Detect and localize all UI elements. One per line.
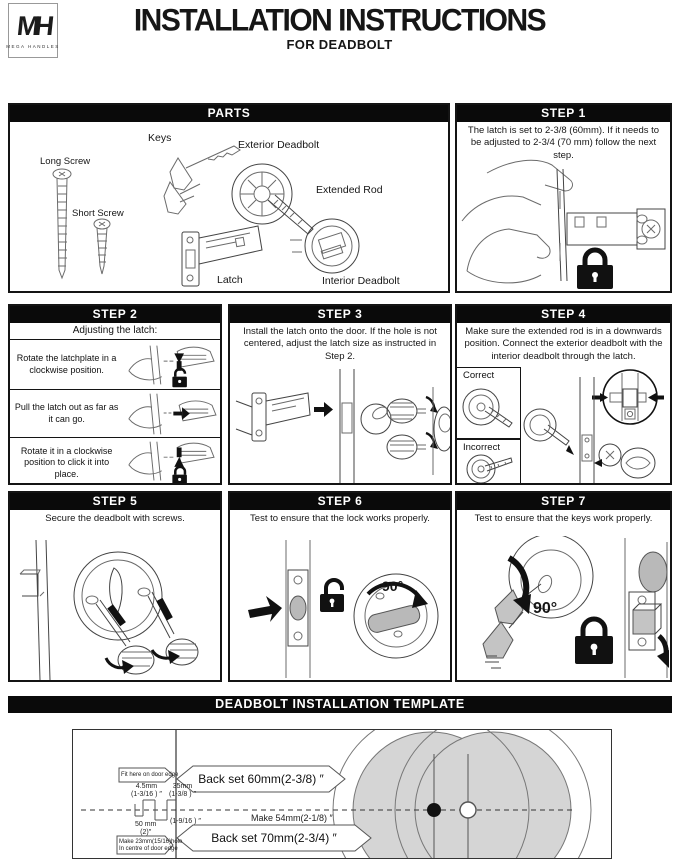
- step7-title: STEP 7: [457, 493, 670, 510]
- step2-subtitle: Adjusting the latch:: [10, 323, 220, 340]
- page-subtitle: FOR DEADBOLT: [286, 37, 393, 52]
- step4-panel: [455, 304, 672, 485]
- template-box: [72, 729, 612, 859]
- step4-title: STEP 4: [457, 306, 670, 323]
- template-dim-1916: (1-9/16 ) ″: [170, 818, 201, 825]
- step5-panel: [8, 491, 222, 682]
- step3-title: STEP 3: [230, 306, 450, 323]
- step2-panel: [8, 304, 222, 485]
- template-make54-label: Make 54mm(2-1/8) ″: [251, 813, 333, 823]
- step2-row-1: [10, 340, 220, 390]
- template-dim-50mm: 50 mm (2)″: [135, 821, 157, 837]
- step2-row1-illustration: [123, 341, 220, 389]
- padlock-closed-icon: [173, 467, 188, 483]
- step4-text: Make sure the extended rod is in a downwards position. Connect the exterior deadbolt with the interior deadbolt through the latch.: [464, 326, 663, 362]
- step7-illustration: [457, 536, 670, 680]
- step6-illustration: [230, 536, 450, 680]
- step7-panel: [455, 491, 672, 682]
- label-interior-deadbolt: Interior Deadbolt: [322, 275, 400, 287]
- step1-panel: [455, 103, 672, 293]
- step3-illustration: [230, 367, 450, 483]
- padlock-open-icon: [320, 580, 344, 612]
- step5-title: STEP 5: [10, 493, 220, 510]
- step4-incorrect-label: Incorrect: [463, 442, 500, 453]
- step4-correct-illustration: [457, 381, 519, 437]
- parts-panel-title: PARTS: [10, 105, 448, 122]
- step2-row2-text: Pull the latch out as far as it can go.: [14, 402, 119, 424]
- step4-main-illustration: [522, 367, 670, 483]
- label-short-screw: Short Screw: [72, 208, 124, 219]
- parts-panel: [8, 103, 450, 293]
- template-title: DEADBOLT INSTALLATION TEMPLATE: [8, 696, 672, 713]
- template-make23-label: Make 23mm(15/16)hole In centre of door edge: [119, 839, 183, 853]
- label-exterior-deadbolt: Exterior Deadbolt: [238, 139, 320, 151]
- step2-row1-text: Rotate the latchplate in a clockwise position.: [16, 353, 117, 375]
- step4-incorrect-illustration: [457, 452, 519, 483]
- step3-text: Install the latch onto the door. If the hole is not centered, adjust the latch size as instructed in Step 2.: [243, 326, 437, 362]
- label-latch: Latch: [217, 274, 243, 286]
- step1-title: STEP 1: [457, 105, 670, 122]
- step6-text: Test to ensure that the lock works properly.: [250, 513, 430, 524]
- label-extended-rod: Extended Rod: [316, 184, 383, 196]
- step3-panel: [228, 304, 452, 485]
- step1-text: The latch is set to 2-3/8 (60mm). If it needs to be adjusted to 2-3/4 (70 mm) follow the next step.: [467, 125, 660, 161]
- step2-row-2: [10, 390, 220, 438]
- template-backset70-label: Back set 70mm(2-3/4) ″: [211, 831, 337, 845]
- step2-row3-illustration: [123, 439, 220, 483]
- template-fit-here-label: Fit here on door edge: [121, 772, 179, 778]
- step5-illustration: [10, 534, 220, 680]
- step7-text: Test to ensure that the keys work properly.: [474, 513, 653, 524]
- template-backset60-label: Back set 60mm(2-3/8) ″: [198, 772, 324, 786]
- page-title: INSTALLATION INSTRUCTIONS: [133, 3, 546, 38]
- padlock-open-icon: [173, 368, 188, 386]
- label-keys: Keys: [148, 132, 172, 144]
- step6-title: STEP 6: [230, 493, 450, 510]
- step6-panel: [228, 491, 452, 682]
- label-long-screw: Long Screw: [40, 156, 91, 167]
- logo-brand-text: MEGA HANDLES: [6, 43, 60, 49]
- step4-incorrect-cell: [457, 439, 521, 483]
- parts-illustration: [10, 122, 448, 291]
- template-dim-45mm: 4.5mm (1-3/16 ) ″: [131, 783, 162, 799]
- step6-angle-label: 90°: [382, 578, 404, 594]
- template-dim-35mm: 35mm (1-3/8 ) ″: [169, 783, 196, 799]
- step4-correct-cell: [457, 367, 521, 439]
- step2-row2-illustration: [123, 391, 220, 437]
- step2-row-3: [10, 438, 220, 483]
- step1-illustration: [457, 151, 670, 291]
- step5-text: Secure the deadbolt with screws.: [45, 513, 185, 524]
- logo-monogram: MH: [15, 10, 51, 41]
- step2-title: STEP 2: [10, 306, 220, 323]
- padlock-closed-icon: [575, 619, 613, 664]
- step7-angle-label: 90°: [533, 600, 558, 617]
- step2-row3-text: Rotate it in a clockwise position to click it into place.: [20, 446, 113, 479]
- step4-correct-label: Correct: [463, 370, 495, 381]
- padlock-icon: [577, 250, 613, 289]
